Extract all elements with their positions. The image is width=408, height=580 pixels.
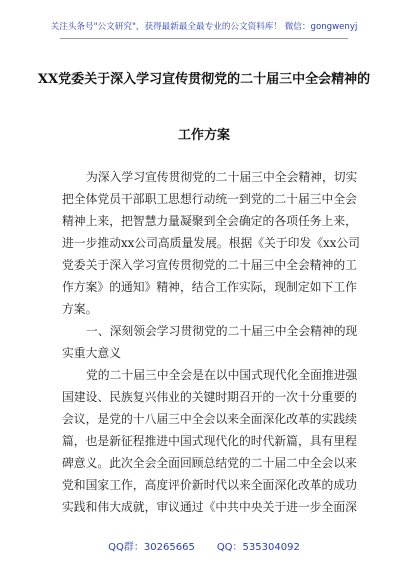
section-heading-line: 一、深刻领会学习贯彻党的二十届三中全会精神的现 — [86, 324, 358, 338]
paragraph-line: 作方案》的通知》精神，结合工作实际，现制定如下工作 — [62, 280, 357, 294]
paragraph-line: 精神上来，把智慧力量凝聚到全会确定的各项任务上来， — [62, 214, 357, 228]
header-promo-note: 关注头条号"公文研究"，获得最新最全最专业的公文资料库！ 微信：gongwenyj — [50, 22, 358, 32]
paragraph-line: 实践和伟大成就，审议通过《中共中央关于进一步全面深 — [62, 500, 357, 514]
paragraph-line: 党和国家工作，高度评价新时代以来全面深化改革的成功 — [62, 478, 357, 492]
paragraph-line: 会议，是党的十八届三中全会以来全面深化改革的实践续 — [62, 412, 357, 426]
paragraph-line: 篇，也是新征程推进中国式现代化的时代新篇，具有里程 — [62, 434, 357, 448]
paragraph-line: 国建设、民族复兴伟业的关键时期召开的一次十分重要的 — [62, 390, 357, 404]
paragraph-line: 进一步推动xx公司高质量发展。根据《关于印发《xx公司 — [62, 236, 360, 250]
footer-qq-group: QQ群：30265665 — [108, 542, 195, 553]
paragraph-line: 把全体党员干部职工思想行动统一到党的二十届三中全会 — [62, 192, 357, 206]
footer-qq-number: QQ：535304092 — [216, 542, 300, 553]
paragraph-line: 为深入学习宣传贯彻党的二十届三中全会精神，切实 — [86, 170, 358, 184]
document-title-line-2: 工作方案 — [177, 128, 230, 143]
paragraph-line: 党委关于深入学习宣传贯彻党的二十届三中全会精神的工 — [62, 258, 357, 272]
paragraph-line: 碑意义。此次全会全面回顾总结党的二十届二中全会以来 — [62, 456, 357, 470]
header-divider — [60, 38, 348, 39]
footer-contact — [0, 538, 408, 553]
document-title-line-1: XX党委关于深入学习宣传贯彻党的二十届三中全会精神的 — [37, 72, 371, 87]
paragraph-line: 党的二十届三中全会是在以中国式现代化全面推进强 — [86, 368, 358, 382]
paragraph-line: 方案。 — [62, 302, 98, 316]
section-heading-line: 实重大意义 — [62, 346, 121, 360]
